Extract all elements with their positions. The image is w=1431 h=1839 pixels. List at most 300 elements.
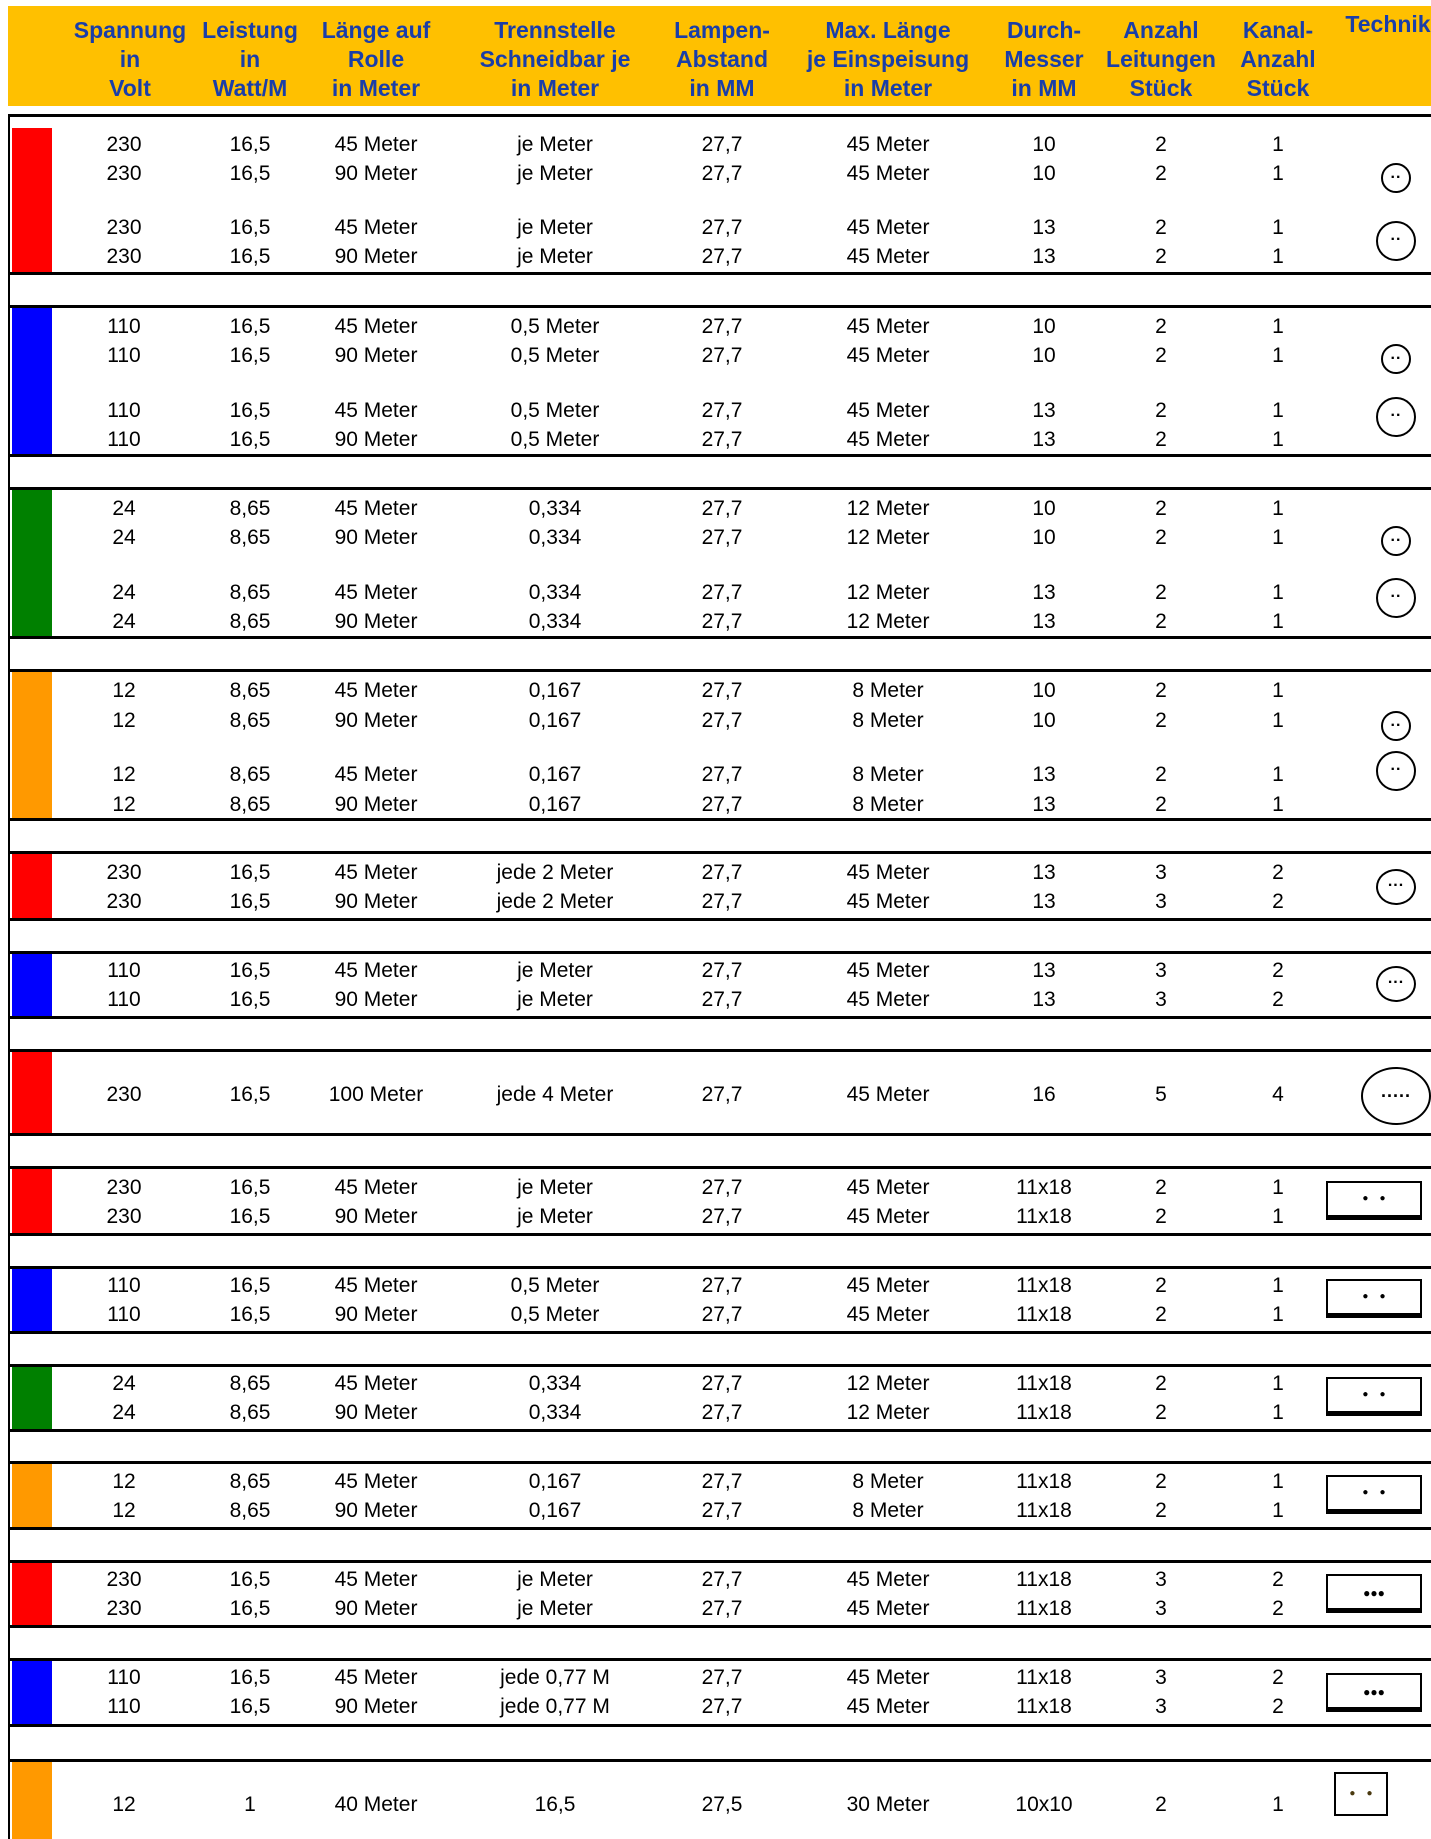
table-cell: 1 [1272, 1274, 1284, 1297]
table-cell: 1 [1272, 709, 1284, 732]
header-label: in MM [1011, 75, 1077, 101]
table-cell: 2 [1272, 1597, 1284, 1620]
profile-base-line [1326, 1217, 1422, 1220]
header-label: Leitungen [1106, 46, 1216, 72]
table-cell: 45 Meter [846, 315, 930, 338]
table-cell: 8,65 [229, 526, 271, 549]
table-cell: 8,65 [229, 1499, 271, 1522]
table-cell: 16,5 [229, 133, 271, 156]
table-cell: 90 Meter [334, 890, 418, 913]
table-cell: 16,5 [229, 315, 271, 338]
table-cell: 90 Meter [334, 162, 418, 185]
table-cell: je Meter [517, 1597, 593, 1620]
table-cell: 2 [1155, 1401, 1167, 1424]
table-cell: 10 [1032, 315, 1056, 338]
conductor-dots: .. [1390, 712, 1402, 730]
group-top-rule [8, 1658, 1431, 1661]
table-cell: 30 Meter [846, 1793, 930, 1816]
table-cell: 45 Meter [334, 1372, 418, 1395]
table-cell: 16,5 [229, 344, 271, 367]
table-cell: 12 [112, 709, 136, 732]
table-cell: 2 [1155, 526, 1167, 549]
table-cell: 27,7 [701, 1083, 743, 1106]
table-cell: 100 Meter [328, 1083, 424, 1106]
table-cell: 13 [1032, 988, 1056, 1011]
table-cell: 1 [1272, 315, 1284, 338]
table-cell: 16,5 [229, 861, 271, 884]
table-cell: 8,65 [229, 1372, 271, 1395]
table-cell: 27,7 [701, 890, 743, 913]
table-cell: 2 [1155, 1793, 1167, 1816]
table-cell: 16,5 [229, 1568, 271, 1591]
group-top-rule [8, 851, 1431, 854]
header-label: in MM [689, 75, 755, 101]
group-bottom-rule [8, 1429, 1431, 1432]
table-cell: 2 [1155, 1176, 1167, 1199]
group-bottom-rule [8, 1724, 1431, 1727]
table-cell: 1 [1272, 497, 1284, 520]
table-cell: 2 [1155, 162, 1167, 185]
table-cell: 1 [1272, 1303, 1284, 1326]
table-cell: 11x18 [1016, 1372, 1072, 1395]
cable-profile-round-icon [1376, 578, 1416, 618]
table-cell: 0,5 Meter [510, 315, 600, 338]
table-cell: 27,7 [701, 1666, 743, 1689]
table-cell: je Meter [517, 133, 593, 156]
table-cell: 12 [112, 1499, 136, 1522]
table-cell: 8,65 [229, 763, 271, 786]
table-cell: je Meter [517, 1176, 593, 1199]
table-cell: 16,5 [229, 1303, 271, 1326]
table-cell: 230 [106, 1205, 142, 1228]
table-cell: 16,5 [229, 959, 271, 982]
cable-profile-round-icon [1376, 221, 1416, 261]
table-cell: 1 [1272, 216, 1284, 239]
table-cell: 2 [1155, 497, 1167, 520]
table-cell: 3 [1155, 988, 1167, 1011]
table-cell: 16,5 [229, 245, 271, 268]
conductor-dots: ● ● [1362, 1389, 1386, 1400]
header-label: Trennstelle [494, 17, 616, 43]
header-label: in [119, 46, 141, 72]
table-cell: 27,7 [701, 861, 743, 884]
conductor-dots: .. [1390, 584, 1402, 601]
cable-profile-flat-icon [1326, 1279, 1422, 1315]
table-cell: 2 [1155, 216, 1167, 239]
group-bottom-rule [8, 1233, 1431, 1236]
table-cell: 11x18 [1016, 1303, 1072, 1326]
profile-base-line [1326, 1610, 1422, 1613]
table-cell: 2 [1155, 1470, 1167, 1493]
table-cell: 0,167 [528, 679, 582, 702]
table-cell: 230 [106, 216, 142, 239]
table-cell: 0,334 [528, 1401, 582, 1424]
table-cell: 45 Meter [846, 1695, 930, 1718]
table-cell: 45 Meter [334, 216, 418, 239]
table-cell: 45 Meter [846, 1303, 930, 1326]
table-cell: 2 [1155, 245, 1167, 268]
table-cell: 2 [1155, 1499, 1167, 1522]
table-cell: 0,5 Meter [510, 399, 600, 422]
table-cell: je Meter [517, 245, 593, 268]
header-label: Rolle [347, 46, 405, 72]
header-label: Technik [1345, 11, 1431, 37]
table-cell: 27,7 [701, 133, 743, 156]
table-cell: 110 [107, 344, 141, 367]
table-cell: 230 [106, 162, 142, 185]
header-col-5 [798, 16, 978, 103]
table-cell: 27,7 [701, 581, 743, 604]
header-label: Schneidbar je [479, 46, 631, 72]
table-cell: 16,5 [229, 1597, 271, 1620]
table-cell: 3 [1155, 1597, 1167, 1620]
table-cell: 0,334 [528, 610, 582, 633]
table-cell: 0,167 [528, 793, 582, 816]
group-top-rule [8, 1759, 1431, 1762]
table-cell: 16,5 [229, 1205, 271, 1228]
table-cell: 90 Meter [334, 1401, 418, 1424]
table-cell: 1 [1272, 1205, 1284, 1228]
cable-profile-round-icon [1376, 869, 1416, 905]
table-cell: 0,334 [528, 497, 582, 520]
table-cell: 12 Meter [846, 497, 930, 520]
table-cell: 8,65 [229, 581, 271, 604]
table-cell: 13 [1032, 610, 1056, 633]
table-cell: 16,5 [229, 988, 271, 1011]
table-cell: 13 [1032, 793, 1056, 816]
table-cell: 11x18 [1016, 1401, 1072, 1424]
header-label: Kanal- [1242, 17, 1314, 43]
table-cell: 10 [1032, 133, 1056, 156]
table-cell: 4 [1272, 1083, 1284, 1106]
table-cell: 1 [1272, 1176, 1284, 1199]
table-cell: 45 Meter [846, 133, 930, 156]
table-cell: 1 [1272, 162, 1284, 185]
header-label: Länge auf [321, 17, 431, 43]
header-label: Durch- [1006, 17, 1082, 43]
group-top-rule [8, 487, 1431, 490]
table-cell: 45 Meter [334, 133, 418, 156]
table-cell: 90 Meter [334, 709, 418, 732]
table-left-border [8, 117, 10, 1839]
conductor-dots: ● ● [1362, 1291, 1386, 1302]
table-cell: 0,167 [528, 1470, 582, 1493]
cable-profile-flat-icon [1326, 1181, 1422, 1217]
cable-profile-flat-icon [1326, 1574, 1422, 1610]
table-cell: 13 [1032, 428, 1056, 451]
conductor-dots: ..... [1380, 1081, 1411, 1102]
header-label: in Meter [331, 75, 421, 101]
table-cell: 12 Meter [846, 526, 930, 549]
table-cell: 13 [1032, 216, 1056, 239]
table-cell: 2 [1272, 890, 1284, 913]
table-cell: 1 [1272, 581, 1284, 604]
table-cell: 90 Meter [334, 1695, 418, 1718]
table-cell: 27,7 [701, 1274, 743, 1297]
table-cell: 8,65 [229, 497, 271, 520]
table-cell: 0,5 Meter [510, 344, 600, 367]
conductor-dots: ● ● [1362, 1487, 1386, 1498]
table-cell: 45 Meter [846, 1083, 930, 1106]
table-cell: 45 Meter [846, 1568, 930, 1591]
table-cell: 27,7 [701, 709, 743, 732]
table-cell: 27,7 [701, 497, 743, 520]
group-bottom-rule [8, 1016, 1431, 1019]
table-cell: 90 Meter [334, 1499, 418, 1522]
table-cell: 11x18 [1016, 1274, 1072, 1297]
header-label: Leistung [202, 17, 298, 43]
group-bottom-rule [8, 1527, 1431, 1530]
table-cell: 27,7 [701, 526, 743, 549]
table-cell: 1 [1272, 1470, 1284, 1493]
table-cell: 16,5 [534, 1793, 576, 1816]
cable-profile-round-icon [1381, 711, 1411, 741]
header-col-2 [286, 16, 466, 103]
table-cell: 16,5 [229, 890, 271, 913]
conductor-dots: ... [1387, 873, 1405, 891]
table-cell: 110 [107, 315, 141, 338]
table-cell: 0,167 [528, 709, 582, 732]
table-cell: 2 [1272, 959, 1284, 982]
table-cell: 45 Meter [846, 344, 930, 367]
table-cell: 45 Meter [846, 890, 930, 913]
table-cell: 8,65 [229, 793, 271, 816]
table-cell: 230 [106, 245, 142, 268]
table-cell: 27,5 [701, 1793, 743, 1816]
cable-profile-square-icon [1334, 1772, 1388, 1816]
table-cell: 1 [1272, 428, 1284, 451]
table-cell: 12 [112, 1793, 136, 1816]
table-cell: 12 Meter [846, 1372, 930, 1395]
conductor-dots: .. [1390, 757, 1402, 774]
table-cell: 110 [107, 399, 141, 422]
table-cell: 0,5 Meter [510, 428, 600, 451]
table-cell: 13 [1032, 581, 1056, 604]
header-label: in Meter [843, 75, 933, 101]
table-cell: 27,7 [701, 1499, 743, 1522]
table-cell: 45 Meter [334, 763, 418, 786]
table-cell: 45 Meter [846, 428, 930, 451]
table-cell: 45 Meter [334, 1666, 418, 1689]
table-cell: 1 [1272, 1372, 1284, 1395]
table-cell: 90 Meter [334, 988, 418, 1011]
table-cell: 2 [1272, 1695, 1284, 1718]
table-cell: 13 [1032, 245, 1056, 268]
table-cell: 27,7 [701, 1401, 743, 1424]
table-cell: 27,7 [701, 1695, 743, 1718]
table-cell: 10 [1032, 497, 1056, 520]
table-cell: 2 [1155, 344, 1167, 367]
table-cell: 1 [1272, 399, 1284, 422]
table-cell: 90 Meter [334, 1205, 418, 1228]
table-cell: 230 [106, 1568, 142, 1591]
cable-profile-round-icon [1381, 526, 1411, 556]
table-cell: 27,7 [701, 988, 743, 1011]
group-top-rule [8, 305, 1431, 308]
profile-base-line [1326, 1413, 1422, 1416]
cable-profile-flat-icon [1326, 1673, 1422, 1709]
header-col-3 [465, 16, 645, 103]
conductor-dots: ● ● [1362, 1193, 1386, 1204]
table-cell: 0,5 Meter [510, 1274, 600, 1297]
table-cell: 230 [106, 1597, 142, 1620]
table-cell: 45 Meter [846, 399, 930, 422]
header-label: Volt [109, 75, 151, 101]
table-cell: 8,65 [229, 709, 271, 732]
table-cell: 3 [1155, 890, 1167, 913]
table-cell: 13 [1032, 890, 1056, 913]
table-cell: 16,5 [229, 1274, 271, 1297]
table-cell: 0,334 [528, 526, 582, 549]
table-cell: 11x18 [1016, 1499, 1072, 1522]
cable-profile-round-icon [1361, 1067, 1431, 1125]
table-cell: 27,7 [701, 1176, 743, 1199]
table-cell: je Meter [517, 988, 593, 1011]
table-cell: 27,7 [701, 1205, 743, 1228]
table-cell: 16,5 [229, 162, 271, 185]
table-cell: jede 0,77 M [500, 1666, 610, 1689]
table-cell: 16,5 [229, 1695, 271, 1718]
conductor-dots: ●●● [1363, 1685, 1385, 1699]
header-col-4 [632, 16, 812, 103]
profile-base-line [1326, 1315, 1422, 1318]
table-cell: 90 Meter [334, 1303, 418, 1326]
table-cell: 1 [1272, 763, 1284, 786]
table-cell: 3 [1155, 1695, 1167, 1718]
conductor-dots: ... [1387, 970, 1405, 988]
table-cell: 0,334 [528, 581, 582, 604]
table-cell: 11x18 [1016, 1666, 1072, 1689]
table-cell: je Meter [517, 162, 593, 185]
table-cell: 230 [106, 890, 142, 913]
table-cell: 13 [1032, 861, 1056, 884]
table-cell: je Meter [517, 216, 593, 239]
table-cell: 8 Meter [852, 1470, 924, 1493]
table-cell: 3 [1155, 1568, 1167, 1591]
table-cell: 1 [1272, 344, 1284, 367]
table-cell: 27,7 [701, 959, 743, 982]
table-cell: 27,7 [701, 428, 743, 451]
table-cell: 12 [112, 793, 136, 816]
table-cell: 3 [1155, 959, 1167, 982]
table-cell: je Meter [517, 1205, 593, 1228]
table-cell: 2 [1155, 315, 1167, 338]
table-cell: 2 [1272, 1568, 1284, 1591]
table-cell: 45 Meter [846, 216, 930, 239]
header-band [8, 6, 1431, 106]
table-cell: 1 [1272, 245, 1284, 268]
table-cell: je Meter [517, 959, 593, 982]
table-cell: 45 Meter [846, 1274, 930, 1297]
table-cell: 24 [112, 581, 136, 604]
table-cell: 3 [1155, 1666, 1167, 1689]
table-cell: 1 [1272, 793, 1284, 816]
conductor-dots: .. [1390, 345, 1402, 363]
table-cell: 27,7 [701, 315, 743, 338]
table-cell: 45 Meter [334, 315, 418, 338]
table-cell: 40 Meter [334, 1793, 418, 1816]
table-cell: 16,5 [229, 216, 271, 239]
table-cell: 90 Meter [334, 428, 418, 451]
table-cell: 1 [1272, 610, 1284, 633]
table-cell: 8,65 [229, 610, 271, 633]
table-cell: 5 [1155, 1083, 1167, 1106]
table-cell: 110 [107, 988, 141, 1011]
table-cell: 8,65 [229, 679, 271, 702]
table-cell: 2 [1155, 610, 1167, 633]
table-cell: 0,167 [528, 763, 582, 786]
table-cell: 8 Meter [852, 763, 924, 786]
group-bottom-rule [8, 636, 1431, 639]
table-cell: 16,5 [229, 399, 271, 422]
table-cell: 24 [112, 1401, 136, 1424]
table-cell: 1 [1272, 133, 1284, 156]
group-top-rule [8, 1461, 1431, 1464]
table-cell: 45 Meter [846, 1176, 930, 1199]
table-cell: 90 Meter [334, 610, 418, 633]
table-cell: 90 Meter [334, 526, 418, 549]
cable-profile-round-icon [1376, 751, 1416, 791]
table-cell: 110 [107, 428, 141, 451]
group-top-rule [8, 1049, 1431, 1052]
table-cell: 27,7 [701, 793, 743, 816]
table-cell: 27,7 [701, 344, 743, 367]
table-cell: 2 [1155, 1274, 1167, 1297]
table-cell: 2 [1272, 861, 1284, 884]
table-cell: 16,5 [229, 1666, 271, 1689]
table-cell: 0,334 [528, 1372, 582, 1395]
table-cell: 16,5 [229, 1083, 271, 1106]
table-cell: 12 [112, 1470, 136, 1493]
header-label: Spannung [73, 17, 187, 43]
table-cell: 11x18 [1016, 1597, 1072, 1620]
header-label: Max. Länge [825, 17, 951, 43]
table-cell: 12 [112, 763, 136, 786]
conductor-dots: ● ● [1349, 1788, 1373, 1799]
table-cell: 27,7 [701, 610, 743, 633]
table-cell: 230 [106, 133, 142, 156]
table-cell: 24 [112, 610, 136, 633]
group-bottom-rule [8, 1331, 1431, 1334]
table-cell: 2 [1155, 793, 1167, 816]
header-label: Stück [1129, 75, 1193, 101]
header-label: je Einspeisung [806, 46, 970, 72]
profile-base-line [1326, 1511, 1422, 1514]
table-cell: 45 Meter [846, 1205, 930, 1228]
table-cell: 90 Meter [334, 245, 418, 268]
table-cell: 90 Meter [334, 344, 418, 367]
table-cell: 110 [107, 959, 141, 982]
table-cell: 10 [1032, 526, 1056, 549]
table-cell: 45 Meter [846, 1666, 930, 1689]
table-cell: 11x18 [1016, 1470, 1072, 1493]
table-cell: 10x10 [1015, 1793, 1073, 1816]
conductor-dots: ●●● [1363, 1586, 1385, 1600]
table-cell: 2 [1155, 581, 1167, 604]
cable-profile-round-icon [1376, 397, 1416, 437]
cable-profile-flat-icon [1326, 1475, 1422, 1511]
table-cell: 110 [107, 1695, 141, 1718]
table-cell: 110 [107, 1274, 141, 1297]
table-cell: 230 [106, 1176, 142, 1199]
table-cell: 27,7 [701, 1303, 743, 1326]
profile-base-line [1326, 1709, 1422, 1712]
header-divider [8, 114, 1431, 117]
table-cell: 110 [107, 1666, 141, 1689]
table-cell: 3 [1155, 861, 1167, 884]
table-cell: 2 [1155, 399, 1167, 422]
table-cell: 12 Meter [846, 581, 930, 604]
